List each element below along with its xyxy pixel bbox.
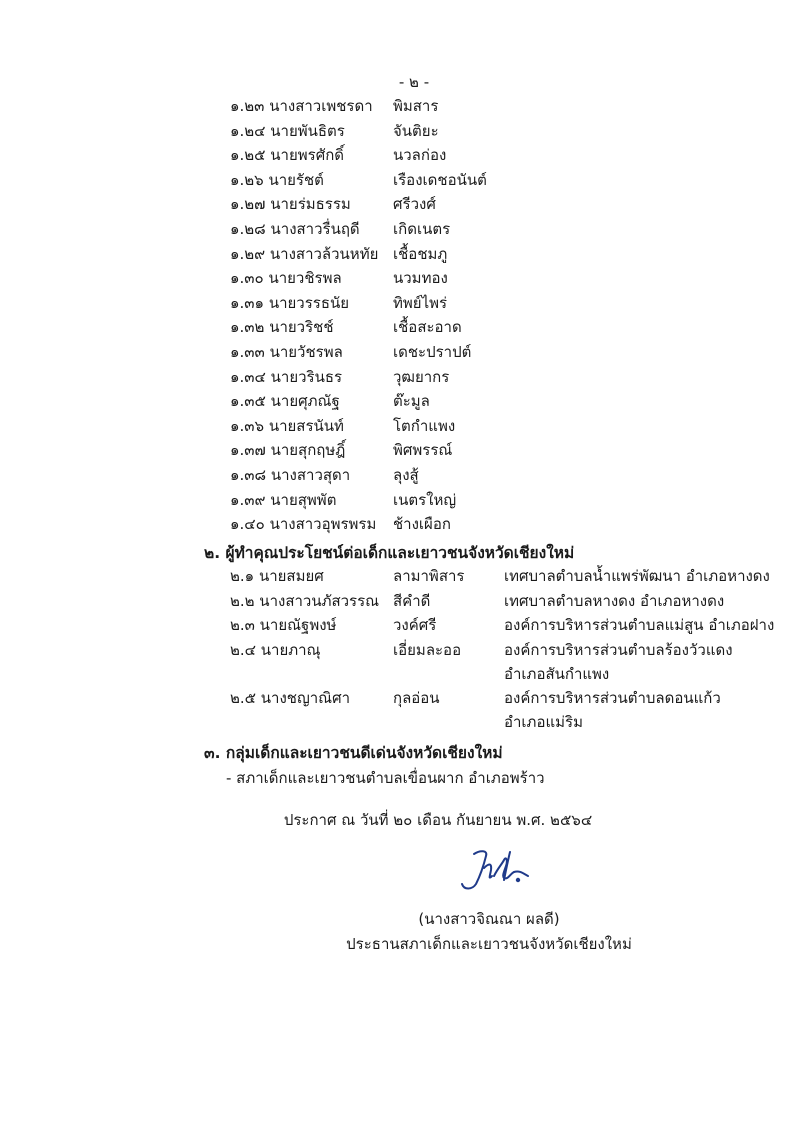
list-item bbox=[230, 512, 630, 537]
last-name: พิศพรรณ์ bbox=[393, 441, 453, 460]
first-name: ๒.๒ นางสาวนภัสวรรณ bbox=[230, 591, 380, 610]
list-item bbox=[230, 315, 630, 340]
list-item bbox=[230, 613, 775, 638]
list-item bbox=[230, 414, 630, 439]
list-item bbox=[230, 638, 770, 686]
first-name: ๑.๒๘ นางสาวรื่นฤดี bbox=[230, 219, 360, 238]
organization: องค์การบริหารส่วนตำบลดอนแก้ว อำเภอแม่ริม bbox=[504, 688, 721, 731]
list-item bbox=[230, 365, 630, 390]
first-name: ๑.๒๔ นายพันธิตร bbox=[230, 121, 345, 140]
first-name: ๑.๓๐ นายวชิรพล bbox=[230, 269, 342, 288]
last-name: เดชะปราปต์ bbox=[393, 342, 472, 361]
list-item bbox=[230, 389, 630, 414]
last-name: ต๊ะมูล bbox=[393, 392, 430, 411]
last-name: นวมทอง bbox=[393, 269, 448, 288]
list-item bbox=[230, 340, 630, 365]
last-name: เชื้อชมภู bbox=[393, 244, 448, 263]
list-item bbox=[230, 94, 630, 119]
last-name: เรืองเดชอนันต์ bbox=[393, 170, 487, 189]
list-item bbox=[230, 266, 630, 291]
benefactor-list bbox=[230, 564, 775, 734]
last-name: ลามาพิสาร bbox=[393, 567, 465, 585]
first-name: ๒.๓ นายณัฐพงษ์ bbox=[230, 616, 337, 634]
first-name: ๒.๔ นายภาณุ bbox=[230, 640, 321, 659]
list-item bbox=[230, 564, 770, 589]
first-name: ๑.๓๙ นายสุพพัต bbox=[230, 490, 337, 509]
list-item bbox=[230, 143, 630, 168]
last-name: นวลก่อง bbox=[393, 146, 447, 165]
last-name: เอี่ยมละออ bbox=[393, 640, 462, 659]
list-item bbox=[230, 438, 630, 463]
first-name: ๑.๔๐ นางสาวอุพรพรม bbox=[230, 515, 377, 534]
organization: เทศบาลตำบลหางดง อำเภอหางดง bbox=[504, 591, 725, 610]
signature bbox=[458, 846, 538, 898]
first-name: ๑.๓๔ นายวรินธร bbox=[230, 367, 343, 386]
last-name: เชื้อสะอาด bbox=[393, 318, 462, 337]
list-item bbox=[230, 168, 630, 193]
section-3-heading: ๓. กลุ่มเด็กและเยาวชนดีเด่นจังหวัดเชียงใหม่ bbox=[204, 744, 503, 762]
list-item bbox=[230, 686, 770, 734]
last-name: กุลอ่อน bbox=[393, 688, 440, 707]
first-name: ๑.๓๑ นายวรรธนัย bbox=[230, 293, 350, 312]
last-name: โตกำแพง bbox=[393, 416, 456, 435]
page-number: - ๒ - bbox=[398, 73, 430, 91]
first-name: ๑.๓๘ นางสาวสุดา bbox=[230, 465, 351, 484]
list-item bbox=[230, 488, 630, 513]
first-name: ๑.๒๕ นายพรศักดิ์ bbox=[230, 146, 345, 165]
first-name: ๑.๓๓ นายวัชรพล bbox=[230, 342, 343, 361]
list-item bbox=[230, 217, 630, 242]
last-name: ลุงสู้ bbox=[393, 465, 419, 484]
first-name: ๑.๓๖ นายสรนันท์ bbox=[230, 416, 344, 435]
first-name: ๑.๓๕ นายศุภณัฐ bbox=[230, 392, 340, 411]
last-name: จันติยะ bbox=[393, 121, 439, 140]
last-name: สีคำดี bbox=[393, 591, 431, 610]
last-name: เนตรใหญ่ bbox=[393, 490, 457, 509]
last-name: เกิดเนตร bbox=[393, 219, 451, 238]
list-item bbox=[230, 192, 630, 217]
organization: เทศบาลตำบลน้ำแพร่พัฒนา อำเภอหางดง bbox=[504, 567, 770, 585]
last-name: วุฒยากร bbox=[393, 367, 450, 386]
announcement-date: ประกาศ ณ วันที่ ๒๐ เดือน กันยายน พ.ศ. ๒๕๖๔ bbox=[283, 811, 593, 829]
first-name: ๑.๓๒ นายวริชช์ bbox=[230, 318, 334, 337]
organization: องค์การบริหารส่วนตำบลร้องวัวแดง อำเภอสันกำแพง bbox=[504, 640, 733, 683]
list-item bbox=[230, 242, 630, 267]
last-name: ทิพย์ไพร่ bbox=[393, 293, 448, 312]
first-name: ๑.๓๗ นายสุกฤษฎิ์ bbox=[230, 441, 346, 460]
last-name: ศรีวงศ์ bbox=[393, 195, 436, 214]
first-name: ๒.๕ นางชญาณิศา bbox=[230, 688, 351, 707]
list-item bbox=[230, 291, 630, 316]
last-name: ช้างเผือก bbox=[393, 515, 451, 534]
group-item: - สภาเด็กและเยาวชนตำบลเขื่อนผาก อำเภอพร้าว bbox=[226, 769, 545, 787]
last-name: วงค์ศรี bbox=[393, 616, 437, 634]
first-name: ๑.๒๖ นายรัชต์ bbox=[230, 170, 324, 189]
first-name: ๑.๒๗ นายร่มธรรม bbox=[230, 195, 351, 214]
last-name: พิมสาร bbox=[393, 97, 439, 115]
signer-name: (นางสาวจิณณา ผลดี) bbox=[418, 910, 560, 928]
list-item bbox=[230, 463, 630, 488]
list-item bbox=[230, 589, 770, 614]
section-2-heading: ๒. ผู้ทำคุณประโยชน์ต่อเด็กและเยาวชนจังหวัดเชียงใหม่ bbox=[204, 544, 575, 562]
list-item bbox=[230, 119, 630, 144]
first-name: ๒.๑ นายสมยศ bbox=[230, 567, 324, 585]
name-list bbox=[230, 94, 630, 537]
signer-title: ประธานสภาเด็กและเยาวชนจังหวัดเชียงใหม่ bbox=[346, 935, 632, 953]
first-name: ๑.๒๓ นางสาวเพชรดา bbox=[230, 97, 373, 115]
first-name: ๑.๒๙ นางสาวล้วนหทัย bbox=[230, 244, 379, 263]
organization: องค์การบริหารส่วนตำบลแม่สูน อำเภอฝาง bbox=[504, 616, 775, 634]
